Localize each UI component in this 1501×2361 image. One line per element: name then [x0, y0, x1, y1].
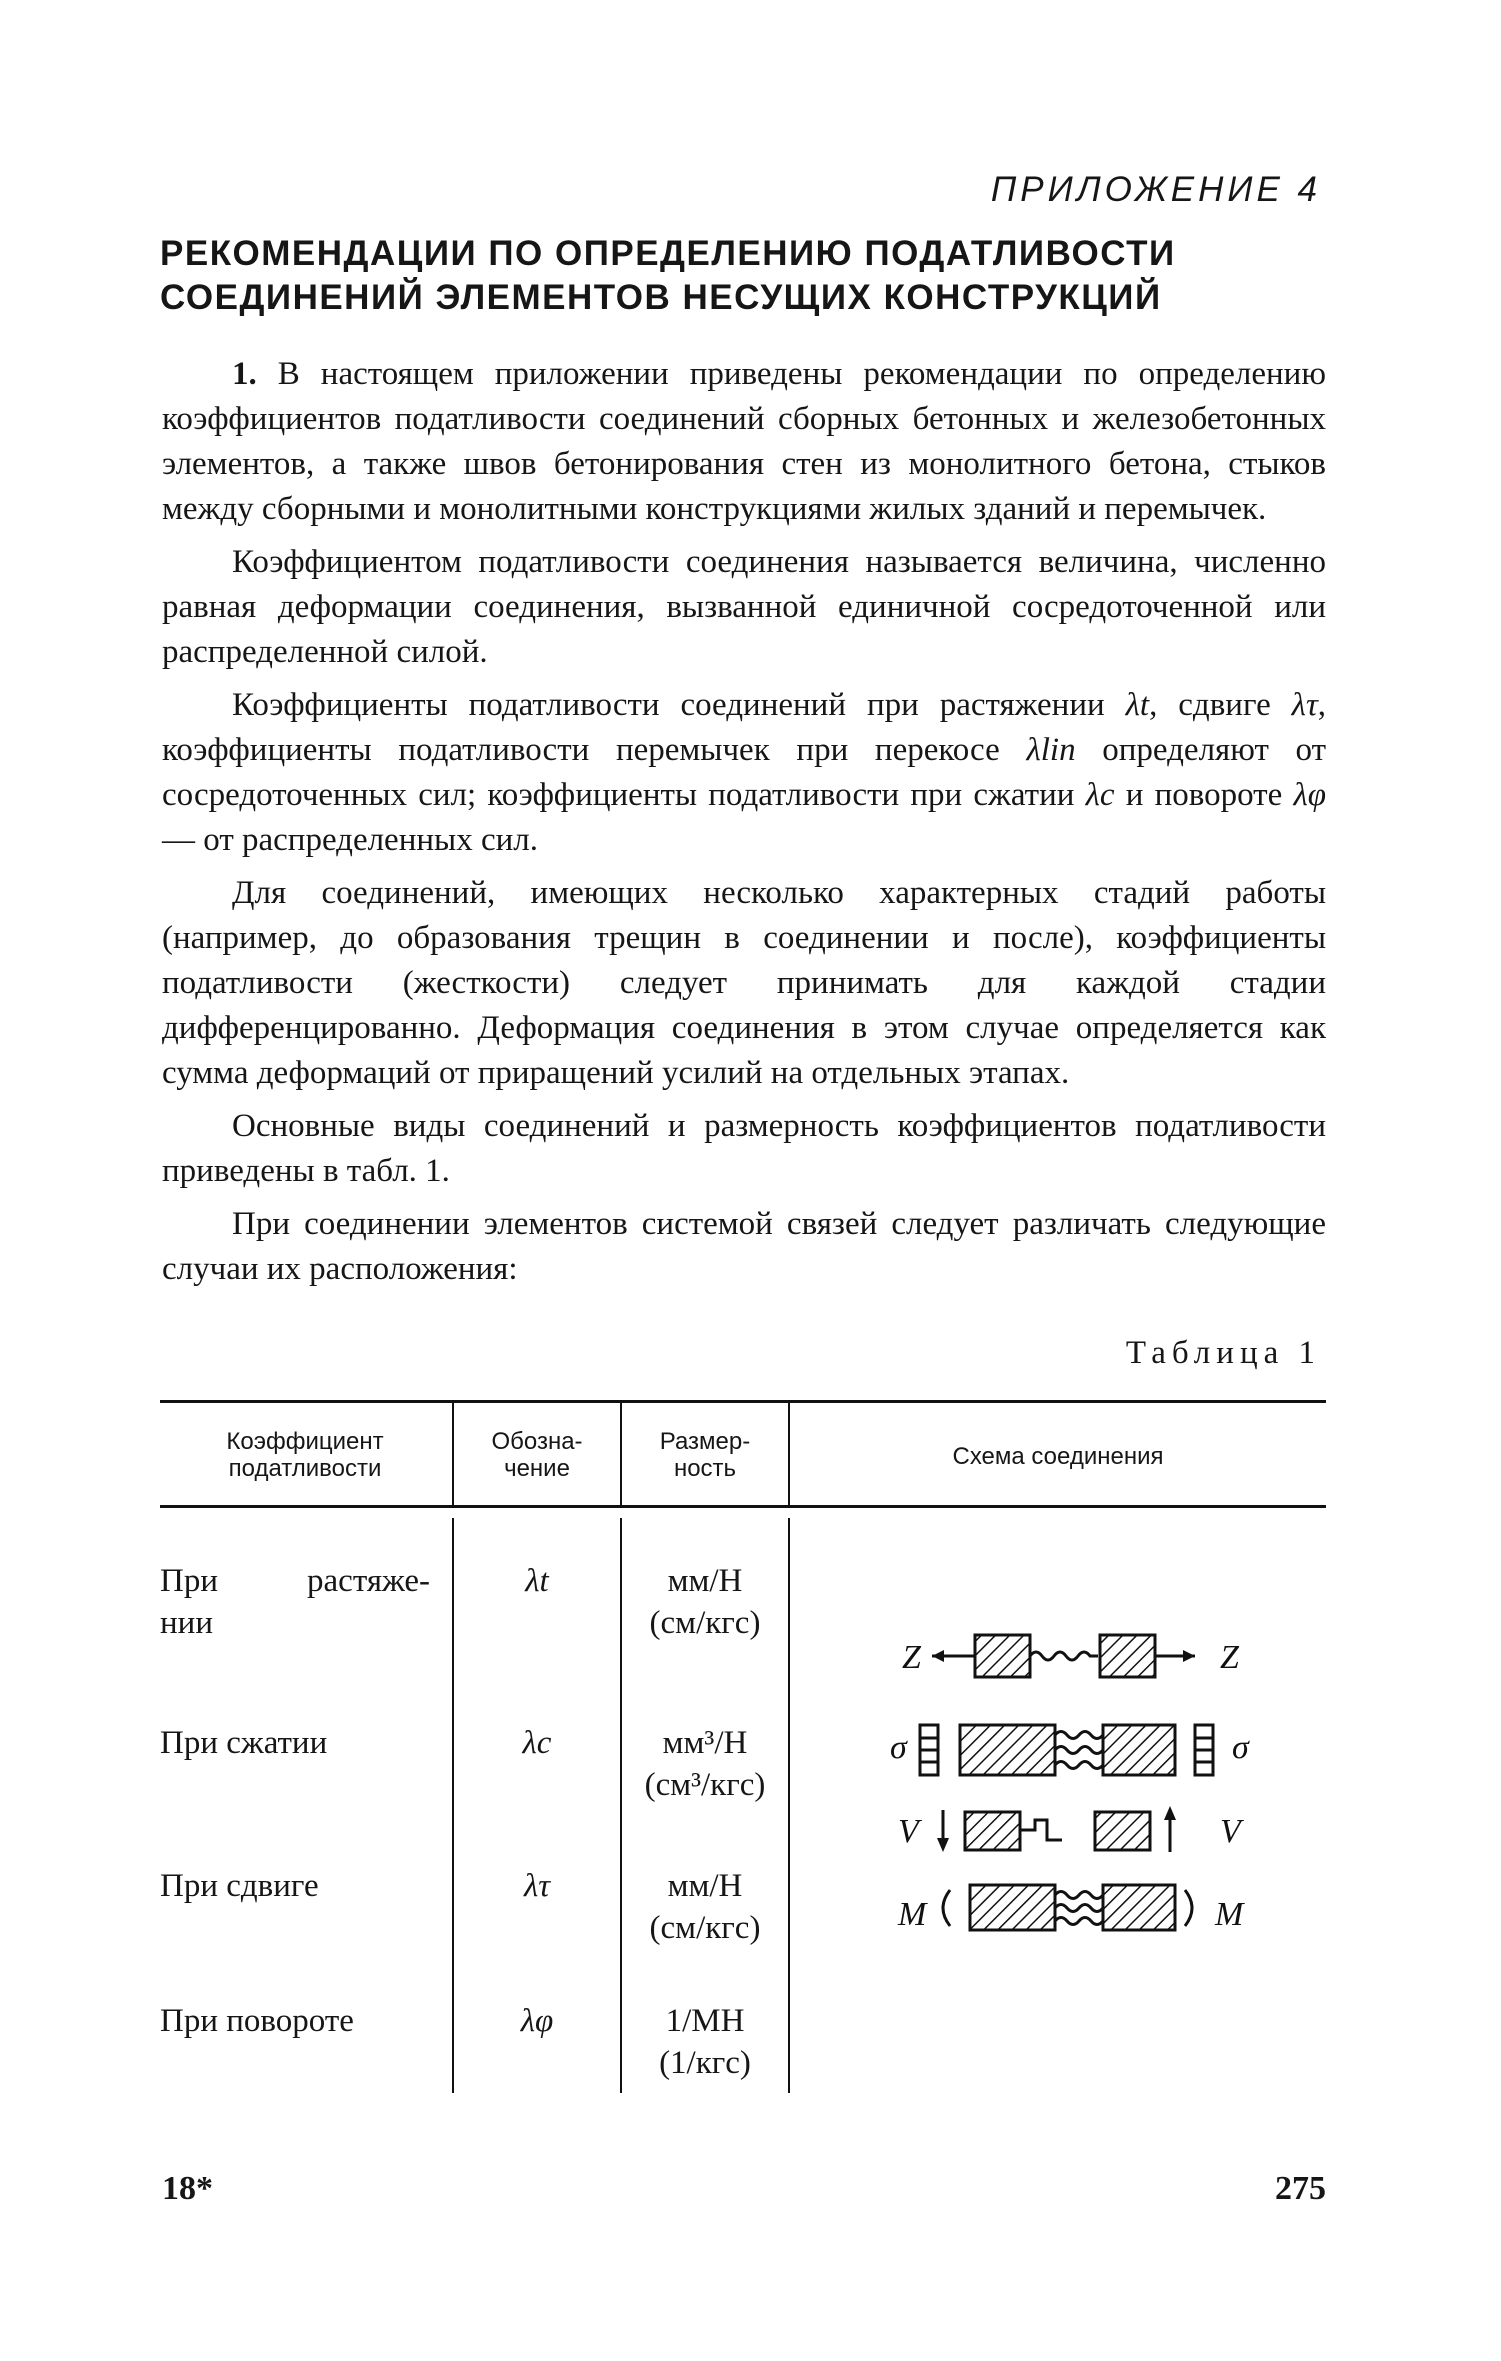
row-4-unit — [622, 2000, 788, 2084]
row-3-name: При сдвиге — [160, 1868, 319, 1904]
row-2-symbol: λc — [522, 1725, 552, 1761]
table-header-rule — [160, 1505, 1326, 1508]
symbol-lambda-phi: λφ — [1293, 777, 1327, 813]
title-line-1: РЕКОМЕНДАЦИИ ПО ОПРЕДЕЛЕНИЮ ПОДАТЛИВОСТИ — [160, 234, 1176, 273]
tension-scheme — [902, 1635, 1240, 1677]
row-4-name: При повороте — [160, 2003, 354, 2039]
header-designation-l2: чение — [504, 1455, 570, 1482]
appendix-label: ПРИЛОЖЕНИЕ 4 — [990, 170, 1321, 209]
footer-signature-mark: 18* — [162, 2170, 213, 2207]
symbol-lambda-tau: λτ — [1291, 687, 1318, 723]
row-3-unit-l1: мм/Н — [667, 1868, 743, 1904]
row-2-unit-l1: мм³/Н — [662, 1725, 748, 1761]
table-caption: Таблица 1 — [1125, 1335, 1321, 1371]
header-designation — [454, 1428, 620, 1482]
row-4-unit-l2: (1/кгс) — [659, 2045, 751, 2081]
row-1-name-l2: нии — [160, 1605, 213, 1641]
label-m-right: M — [1215, 1896, 1244, 1933]
header-designation-l1: Обозна- — [491, 1428, 583, 1455]
row-4-unit-l1: 1/МН — [665, 2003, 745, 2039]
row-2-unit — [622, 1722, 788, 1806]
label-v-right: V — [1220, 1813, 1241, 1850]
page-title — [160, 232, 1340, 320]
page-number: 275 — [1275, 2170, 1326, 2207]
title-line-2: СОЕДИНЕНИЙ ЭЛЕМЕНТОВ НЕСУЩИХ КОНСТРУКЦИЙ — [160, 278, 1162, 317]
paragraph-2: Коэффициентом податливости соединения называется величина, численно равная деформации соединения, вызванной единичной сосредоточенной или распределенной силой. — [162, 544, 1326, 670]
row-4-symbol: λφ — [520, 2003, 554, 2039]
row-1-unit — [622, 1560, 788, 1644]
symbol-lambda-t: λt — [1125, 687, 1150, 723]
symbol-lambda-lin: λlin — [1026, 732, 1076, 768]
paragraph-1-text: В настоящем приложении приведены рекомендации по определению коэффициентов податливости соединений сборных бетонных и железобетонных элементов, а также швов бетонирования стен из монолитного бетона, стыков между сборными и монолитными конструкциями жилых зданий и перемычек. — [162, 356, 1326, 527]
row-1-unit-l2: (см/кгс) — [649, 1605, 761, 1641]
p3-text-a: Коэффициенты податливости соединений при растяжении — [232, 687, 1105, 723]
row-1-symbol: λt — [525, 1563, 549, 1599]
paragraph-1 — [162, 352, 1326, 532]
symbol-lambda-c: λc — [1085, 777, 1115, 813]
p3-text-d: определяют от сосредоточенных сил; коэффициенты податливости при сжатии — [162, 732, 1327, 813]
header-dimension — [622, 1428, 788, 1482]
shear-scheme — [898, 1806, 1245, 1852]
p3-text-c: , коэффициенты податливости перемычек при перекосе — [162, 687, 1327, 768]
label-m-left: M — [898, 1896, 927, 1933]
row-1-unit-l1: мм/Н — [667, 1563, 743, 1599]
label-sigma-left: σ — [890, 1729, 907, 1766]
connection-scheme-diagram — [880, 1580, 1280, 1960]
row-3-symbol: λτ — [523, 1868, 551, 1904]
paragraph-5: Основные виды соединений и размерность коэффициентов податливости приведены в табл. 1. — [162, 1108, 1326, 1189]
header-scheme: Схема соединения — [952, 1443, 1164, 1470]
paragraph-3 — [162, 683, 1326, 863]
table-vline-3-body — [788, 1518, 790, 2093]
table-top-rule — [160, 1400, 1326, 1403]
row-1-name-l1: При растяже- — [160, 1563, 430, 1599]
label-sigma-right: σ — [1232, 1729, 1249, 1766]
row-3-unit — [622, 1865, 788, 1949]
header-dimension-l1: Размер- — [659, 1428, 751, 1455]
label-z-right: Z — [1220, 1639, 1239, 1676]
paragraph-6: При соединении элементов системой связей следует различать следующие случаи их расположения: — [162, 1206, 1326, 1287]
label-v-left: V — [898, 1813, 919, 1850]
row-2-unit-l2: (см³/кгс) — [644, 1767, 766, 1803]
paragraph-number: 1. — [232, 356, 257, 392]
header-coefficient — [160, 1428, 450, 1482]
header-coefficient-l2: податливости — [228, 1455, 382, 1482]
header-dimension-l2: ность — [673, 1455, 737, 1482]
row-1-name — [160, 1560, 430, 1644]
body-text — [162, 352, 1326, 1292]
header-coefficient-l1: Коэффициент — [226, 1428, 384, 1455]
p3-text-e: и повороте — [1125, 777, 1283, 813]
p3-text-b: , сдвиге — [1149, 687, 1271, 723]
rotation-scheme — [897, 1885, 1245, 1933]
row-2-name: При сжатии — [160, 1725, 328, 1761]
label-z-left: Z — [902, 1639, 921, 1676]
paragraph-4: Для соединений, имеющих несколько характерных стадий работы (например, до образования трещин в соединении и после), коэффициенты податливости (жесткости) следует принимать для каждой стадии дифференцированно. Деформация соединения в этом случае определяется как сумма деформаций от приращений усилий на отдельных этапах. — [162, 875, 1326, 1091]
compression-scheme — [890, 1725, 1250, 1775]
row-3-unit-l2: (см/кгс) — [649, 1910, 761, 1946]
p3-text-f: — от распределенных сил. — [162, 822, 538, 858]
